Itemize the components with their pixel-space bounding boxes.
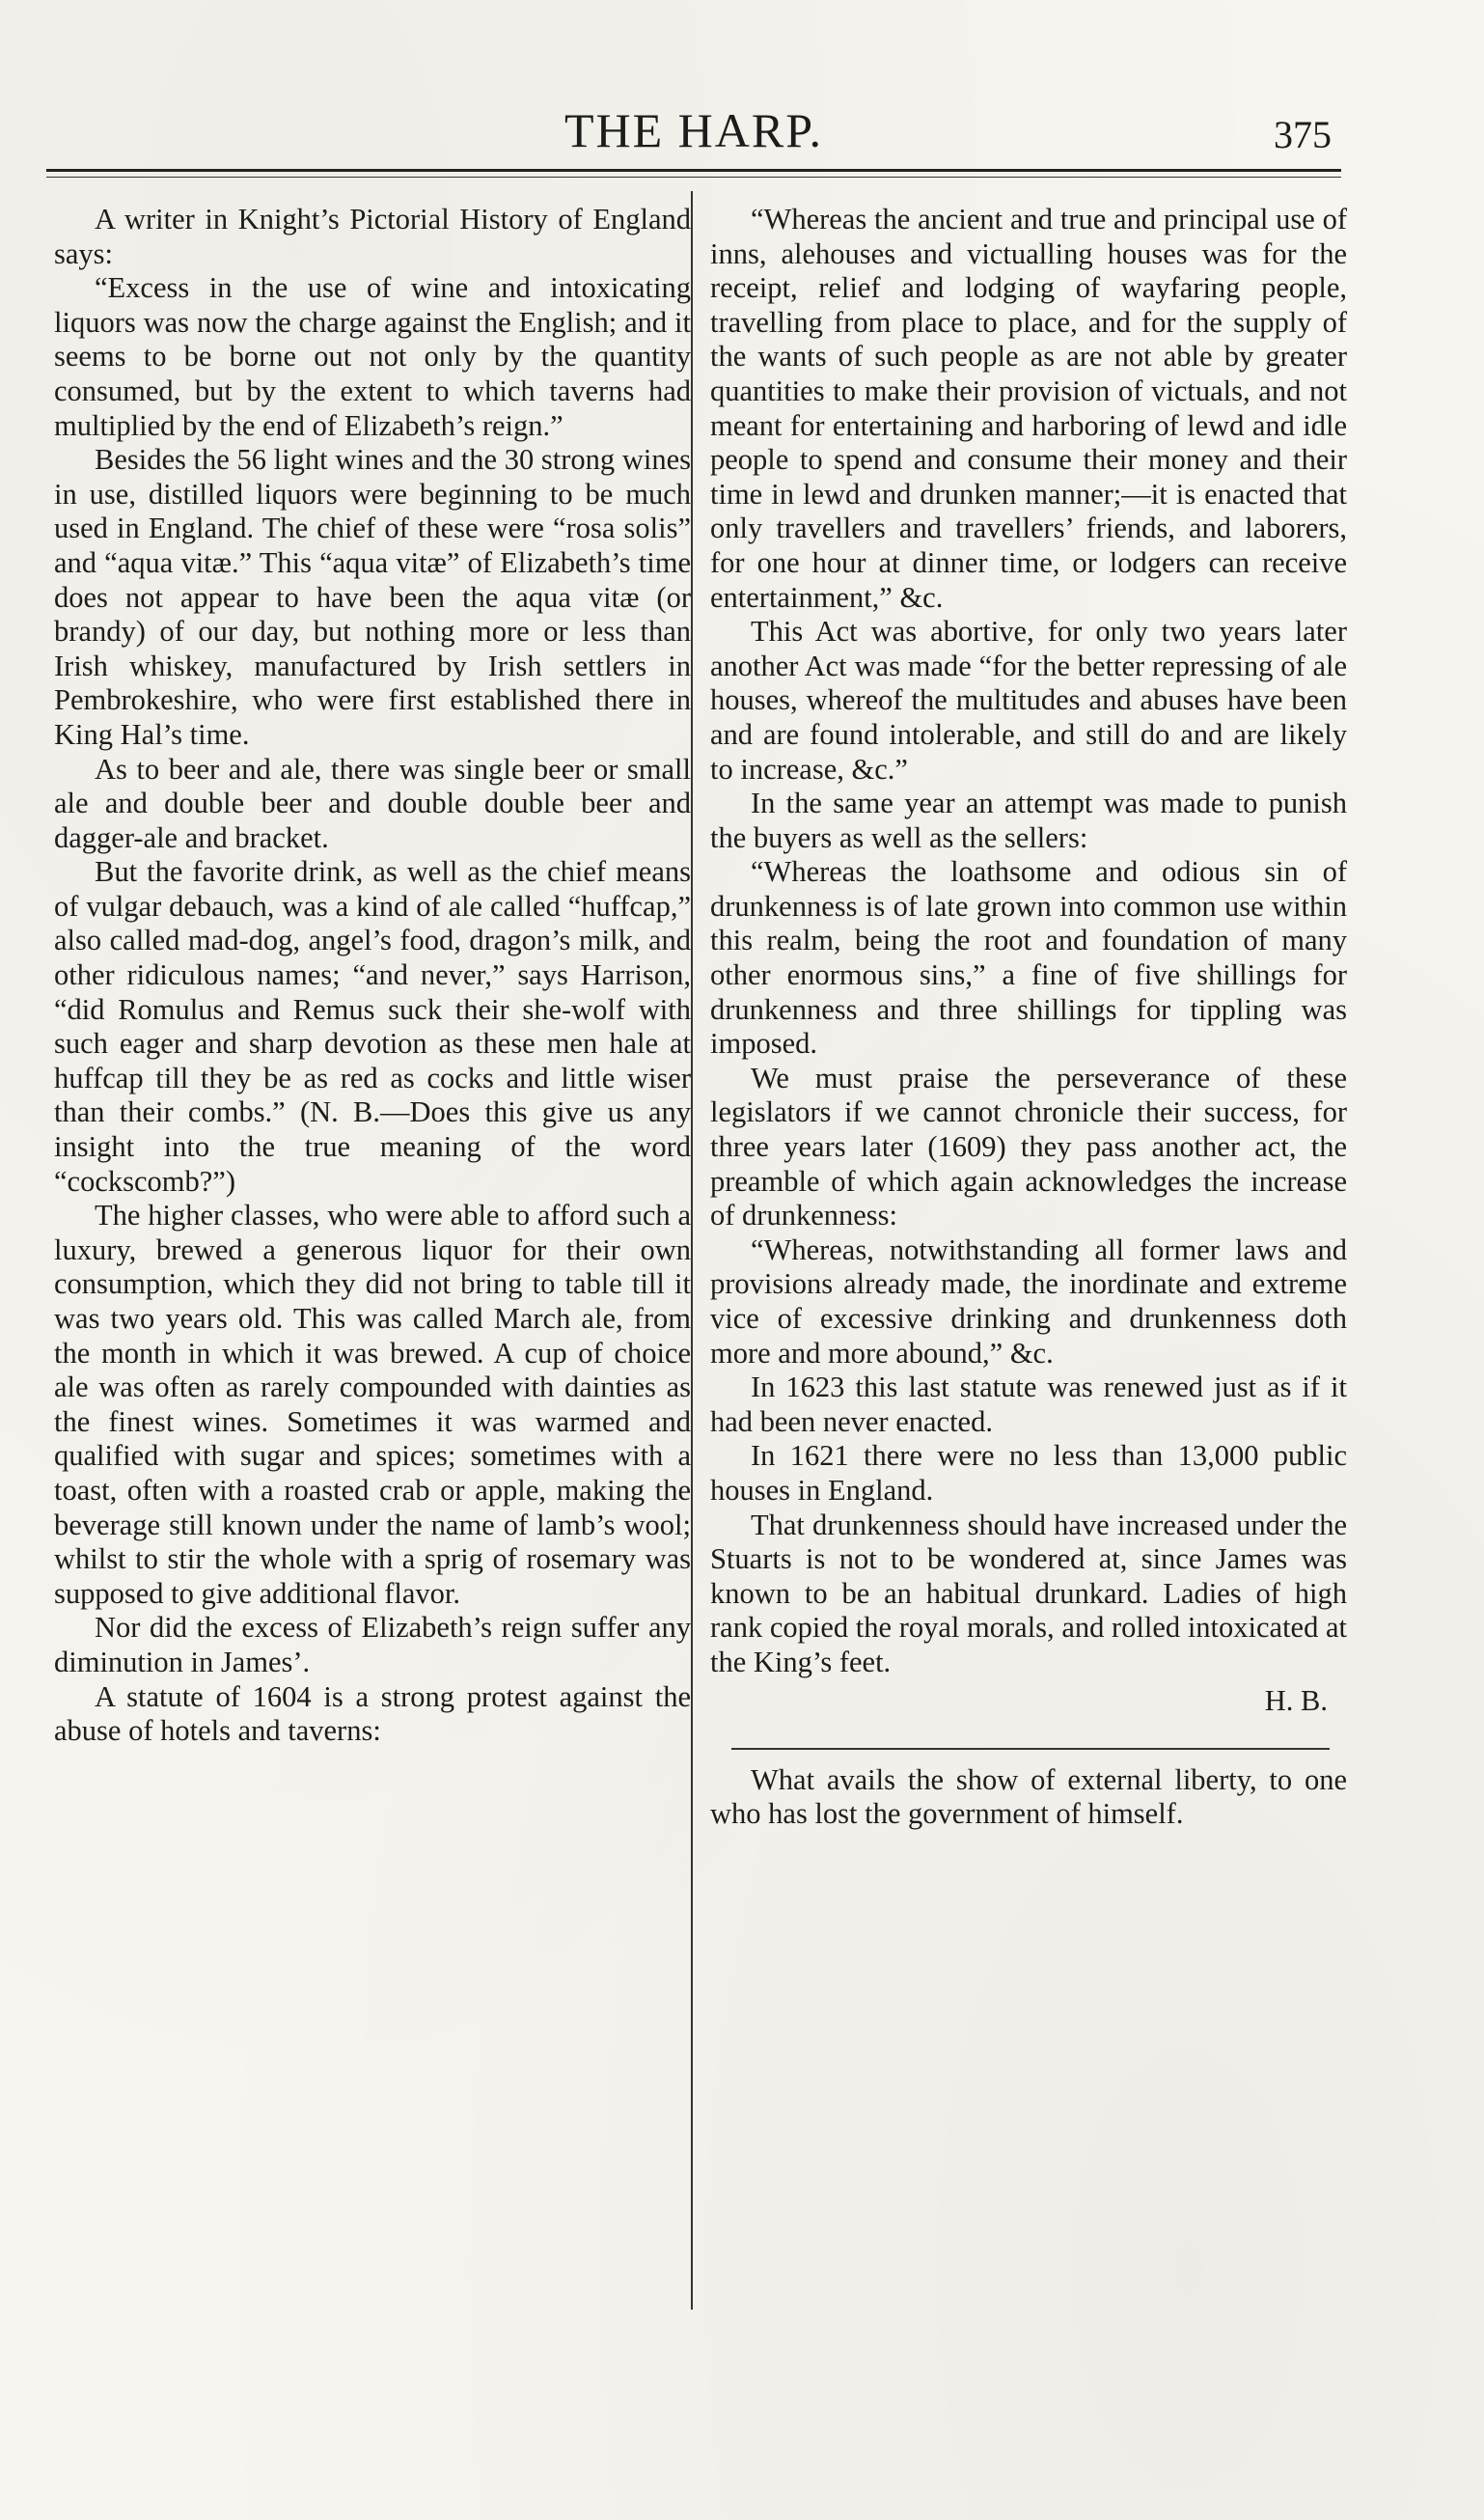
quote-paragraph: “Excess in the use of wine and intoxicating liquors was now the charge against the English; and it seems to be borne out not only by the quantity consumed, but by the extent to which taverns had multiplied by the end of Elizabeth’s reign.” [54,271,691,442]
aphorism-paragraph: What avails the show of external liberty, to one who has lost the government of himself. [710,1762,1347,1831]
paragraph: That drunkenness should have increased under the Stuarts is not to be wondered at, since James was known to be an habitual drunkard. Ladies of high rank copied the royal morals, and rolled intoxicated at the King’s feet. [710,1508,1347,1678]
paragraph: In the same year an attempt was made to punish the buyers as well as the sellers: [710,787,1347,854]
paragraph: A writer in Knight’s Pictorial History of England says: [54,203,691,270]
paragraph: A statute of 1604 is a strong protest against the abuse of hotels and taverns: [54,1679,691,1748]
header-rule-thick [46,169,1341,172]
left-column [54,203,691,1749]
paragraph: Nor did the excess of Elizabeth’s reign suffer any diminution in James’. [54,1611,691,1678]
paragraph: In 1621 there were no less than 13,000 public houses in England. [710,1439,1347,1507]
header-rule-thin [46,177,1341,178]
running-title: THE HARP. [563,103,824,157]
paragraph: The higher classes, who were able to afford such a luxury, brewed a generous liquor for their own consumption, which they did not bring to table till it was two years old. This was called March ale, from the month in which it was brewed. A cup of choice ale was often as rarely compounded with dainties as the finest wines. Sometimes it was warmed and qualified with sugar and spices; sometimes with a toast, often with a roasted crab or apple, making the beverage still known under the name of lamb’s wool; whilst to stir the whole with a sprig of rosemary was supposed to give additional flavor. [54,1199,691,1610]
paragraph: Besides the 56 light wines and the 30 strong wines in use, distilled liquors were beginning to be much used in England. The chief of these were “rosa solis” and “aqua vitæ.” This “aqua vitæ” of Elizabeth’s time does not appear to have been the aqua vitæ (or brandy) of our day, but nothing more or less than Irish whiskey, manufactured by Irish settlers in Pembrokeshire, who were first established there in King Hal’s time. [54,443,691,751]
right-column [710,203,1347,1832]
section-rule [731,1748,1330,1750]
page-header [46,101,1341,169]
paragraph: But the favorite drink, as well as the chief means of vulgar debauch, was a kind of ale called “huffcap,” also called mad-dog, angel’s food, dragon’s milk, and other ridiculous names; “and never,” says Harrison, “did Romulus and Remus suck their she-wolf with such eager and sharp devotion as these men hale at huffcap till they be as red as cocks and little wiser than their combs.” (N. B.—Does this give us any insight into the true meaning of the word “cockscomb?”) [54,855,691,1198]
paragraph: As to beer and ale, there was single beer or small ale and double beer and double double beer and dagger-ale and bracket. [54,752,691,854]
quote-paragraph: “Whereas the loathsome and odious sin of drunkenness is of late grown into common use within this realm, being the root and foundation of many other enormous sins,” a fine of five shillings for drunkenness and three shillings for tippling was imposed. [710,855,1347,1061]
paragraph: We must praise the perseverance of these legislators if we cannot chronicle their success, for three years later (1609) they pass another act, the preamble of which again acknowledges the increase of drunkenness: [710,1061,1347,1232]
quote-paragraph: “Whereas the ancient and true and principal use of inns, alehouses and victualling houses was for the receipt, relief and lodging of wayfaring people, travelling from place to place, and for the supply of the wants of such people as are not able by greater quantities to make their provision of victuals, and not meant for entertaining and harboring of lewd and idle people to spend and consume their money and their time in lewd and drunken manner;—it is enacted that only travellers and travellers’ friends, and laborers, for one hour at dinner time, or lodgers can receive entertainment,” &c. [710,203,1347,614]
page-number: 375 [1274,113,1332,156]
column-divider [691,191,693,2310]
paragraph: In 1623 this last statute was renewed just as if it had been never enacted. [710,1371,1347,1438]
quote-paragraph: “Whereas, notwithstanding all former laws and provisions already made, the inordinate and extreme vice of excessive drinking and drunkenness doth more and more abound,” &c. [710,1232,1347,1370]
paragraph: This Act was abortive, for only two years later another Act was made “for the better repressing of ale houses, whereof the multitudes and abuses have been and are found intolerable, and still do and are likely to increase, &c.” [710,615,1347,786]
author-signature: H. B. [1264,1683,1328,1717]
